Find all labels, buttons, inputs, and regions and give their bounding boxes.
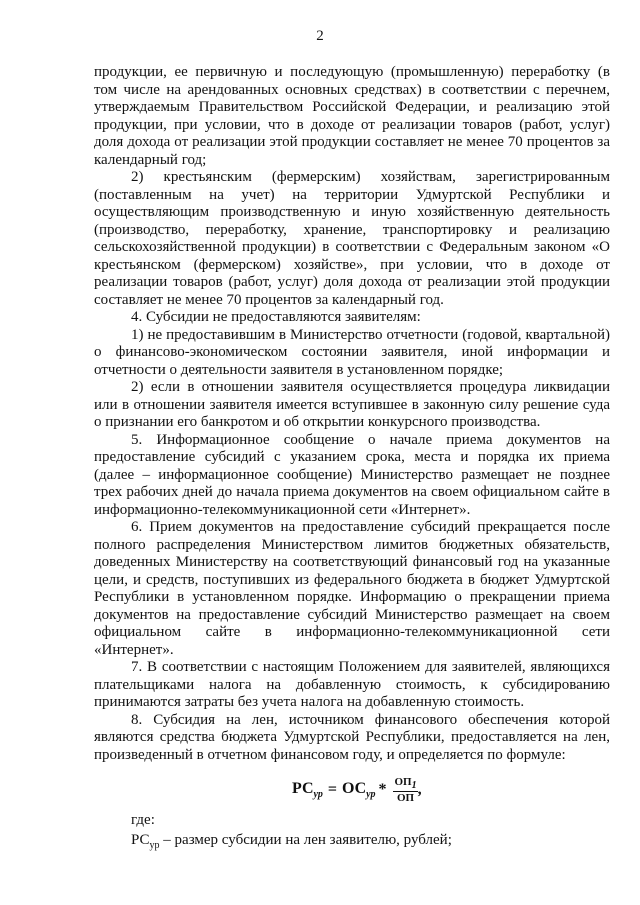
text-line: информационно-телекоммуникационной сети «Интернет». xyxy=(94,501,471,518)
formula-eq: = xyxy=(327,781,337,799)
text-line: «Интернет». xyxy=(94,641,174,658)
subsidy-formula xyxy=(292,776,422,804)
text-line: или в отношении заявителя имеется вступившее в законную силу решение суда xyxy=(94,396,610,413)
text-line: о финансово-экономическом состоянии заявителя, иной информации и xyxy=(94,344,610,360)
text-line: Республики в установленном порядке. Информацию о прекращении приема xyxy=(94,589,610,605)
fraction-numerator: $ОП_1$ xyxy=(394,776,417,792)
text-line: (производство, переработку, хранение, транспортировку и реализацию xyxy=(94,221,610,238)
text-line: произведенный в отчетном финансовом году, и определяется по формуле: xyxy=(94,746,566,763)
text-line: 4. Субсидии не предоставляются заявителям: xyxy=(131,309,421,325)
text-line: о признании его банкротом и об открытии конкурсного производства. xyxy=(94,414,541,430)
text-line: 1) не предоставившим в Министерство отчетности (годовой, квартальной) xyxy=(131,326,610,343)
text-line: календарный год; xyxy=(94,151,207,168)
text-line: доведенных Министерству на соответствующий финансовый год на указанные xyxy=(94,554,610,570)
text-line: предоставление субсидий с указанием срока, места и порядка их приема xyxy=(94,449,610,465)
where-label: где: xyxy=(131,812,155,828)
formula-rhs: $ОС_{ур}$ xyxy=(341,780,376,801)
text-line: доля дохода от реализации этой продукции составляет не менее 70 процентов за xyxy=(94,134,610,150)
page-number: 2 xyxy=(316,28,324,44)
text-line: реализации товаров (работ, услуг) доля дохода от реализации этой продукции xyxy=(94,274,610,290)
text-line: официальном сайте в информационно-телекоммуникационной сети xyxy=(94,624,610,640)
text-line: (поставленным на учет) на территории Удмуртской Республики и xyxy=(94,186,610,203)
text-line: (далее – информационное сообщение) Министерство размещает не позднее xyxy=(94,466,610,483)
formula-op: * xyxy=(378,781,387,799)
text-line: принимаются затраты без учета налога на добавленную стоимость. xyxy=(94,694,525,710)
formula-tail: , xyxy=(417,781,422,799)
text-line: документов на предоставление субсидий Министерство размещает на своем xyxy=(94,606,610,623)
text-line: осуществляющим производственную и иную хозяйственную деятельность xyxy=(94,204,610,220)
text-line: 2) крестьянским (фермерским) хозяйствам, зарегистрированным xyxy=(131,169,610,185)
fraction-denominator: ОП xyxy=(396,792,415,805)
text-line: 6. Прием документов на предоставление субсидий прекращается после xyxy=(131,519,610,535)
text-line: 8. Субсидия на лен, источником финансового обеспечения которой xyxy=(131,711,610,728)
text-line: крестьянском (фермерском) хозяйстве», при условии, что в доходе от xyxy=(94,256,610,273)
text-line: являются средства бюджета Удмуртской Республики, предоставляется на лен, xyxy=(94,729,610,745)
text-line: 5. Информационное сообщение о начале приема документов на xyxy=(131,431,610,448)
text-line: продукции, при условии, что в доходе от реализации товаров (работ, услуг) xyxy=(94,116,610,133)
text-line: полного распределения Министерством лимитов бюджетных обязательств, xyxy=(94,536,610,553)
body-text xyxy=(94,64,610,764)
formula-fraction xyxy=(393,776,417,804)
text-line: трех рабочих дней до начала приема документов на своем официальном сайте в xyxy=(94,484,610,500)
text-line: 7. В соответствии с настоящим Положением для заявителей, являющихся xyxy=(131,659,610,675)
text-line: продукции, ее первичную и последующую (промышленную) переработку (в xyxy=(94,64,610,80)
text-line: отчетности о деятельности заявителя в установленном порядке; xyxy=(94,361,504,378)
formula-lhs: $РС_{ур}$ xyxy=(292,780,323,801)
text-line: плательщиками налога на добавленную стоимость, к субсидированию xyxy=(94,676,610,693)
text-line: утверждаемым Правительством Российской Федерации, и реализацию этой xyxy=(94,99,610,115)
definition-line: $РС_{ур}$ – размер субсидии на лен заявителю, рублей; xyxy=(131,832,452,851)
text-line: 2) если в отношении заявителя осуществляется процедура ликвидации xyxy=(131,379,610,395)
text-line: цели, и средств, поступивших из федерального бюджета в бюджет Удмуртской xyxy=(94,571,610,588)
text-line: том числе на арендованных основных средствах) в соответствии с перечнем, xyxy=(94,81,610,98)
text-line: составляет не менее 70 процентов за календарный год. xyxy=(94,291,444,308)
text-line: сельскохозяйственной продукции) в соответствии с Федеральным законом «О xyxy=(94,239,610,255)
